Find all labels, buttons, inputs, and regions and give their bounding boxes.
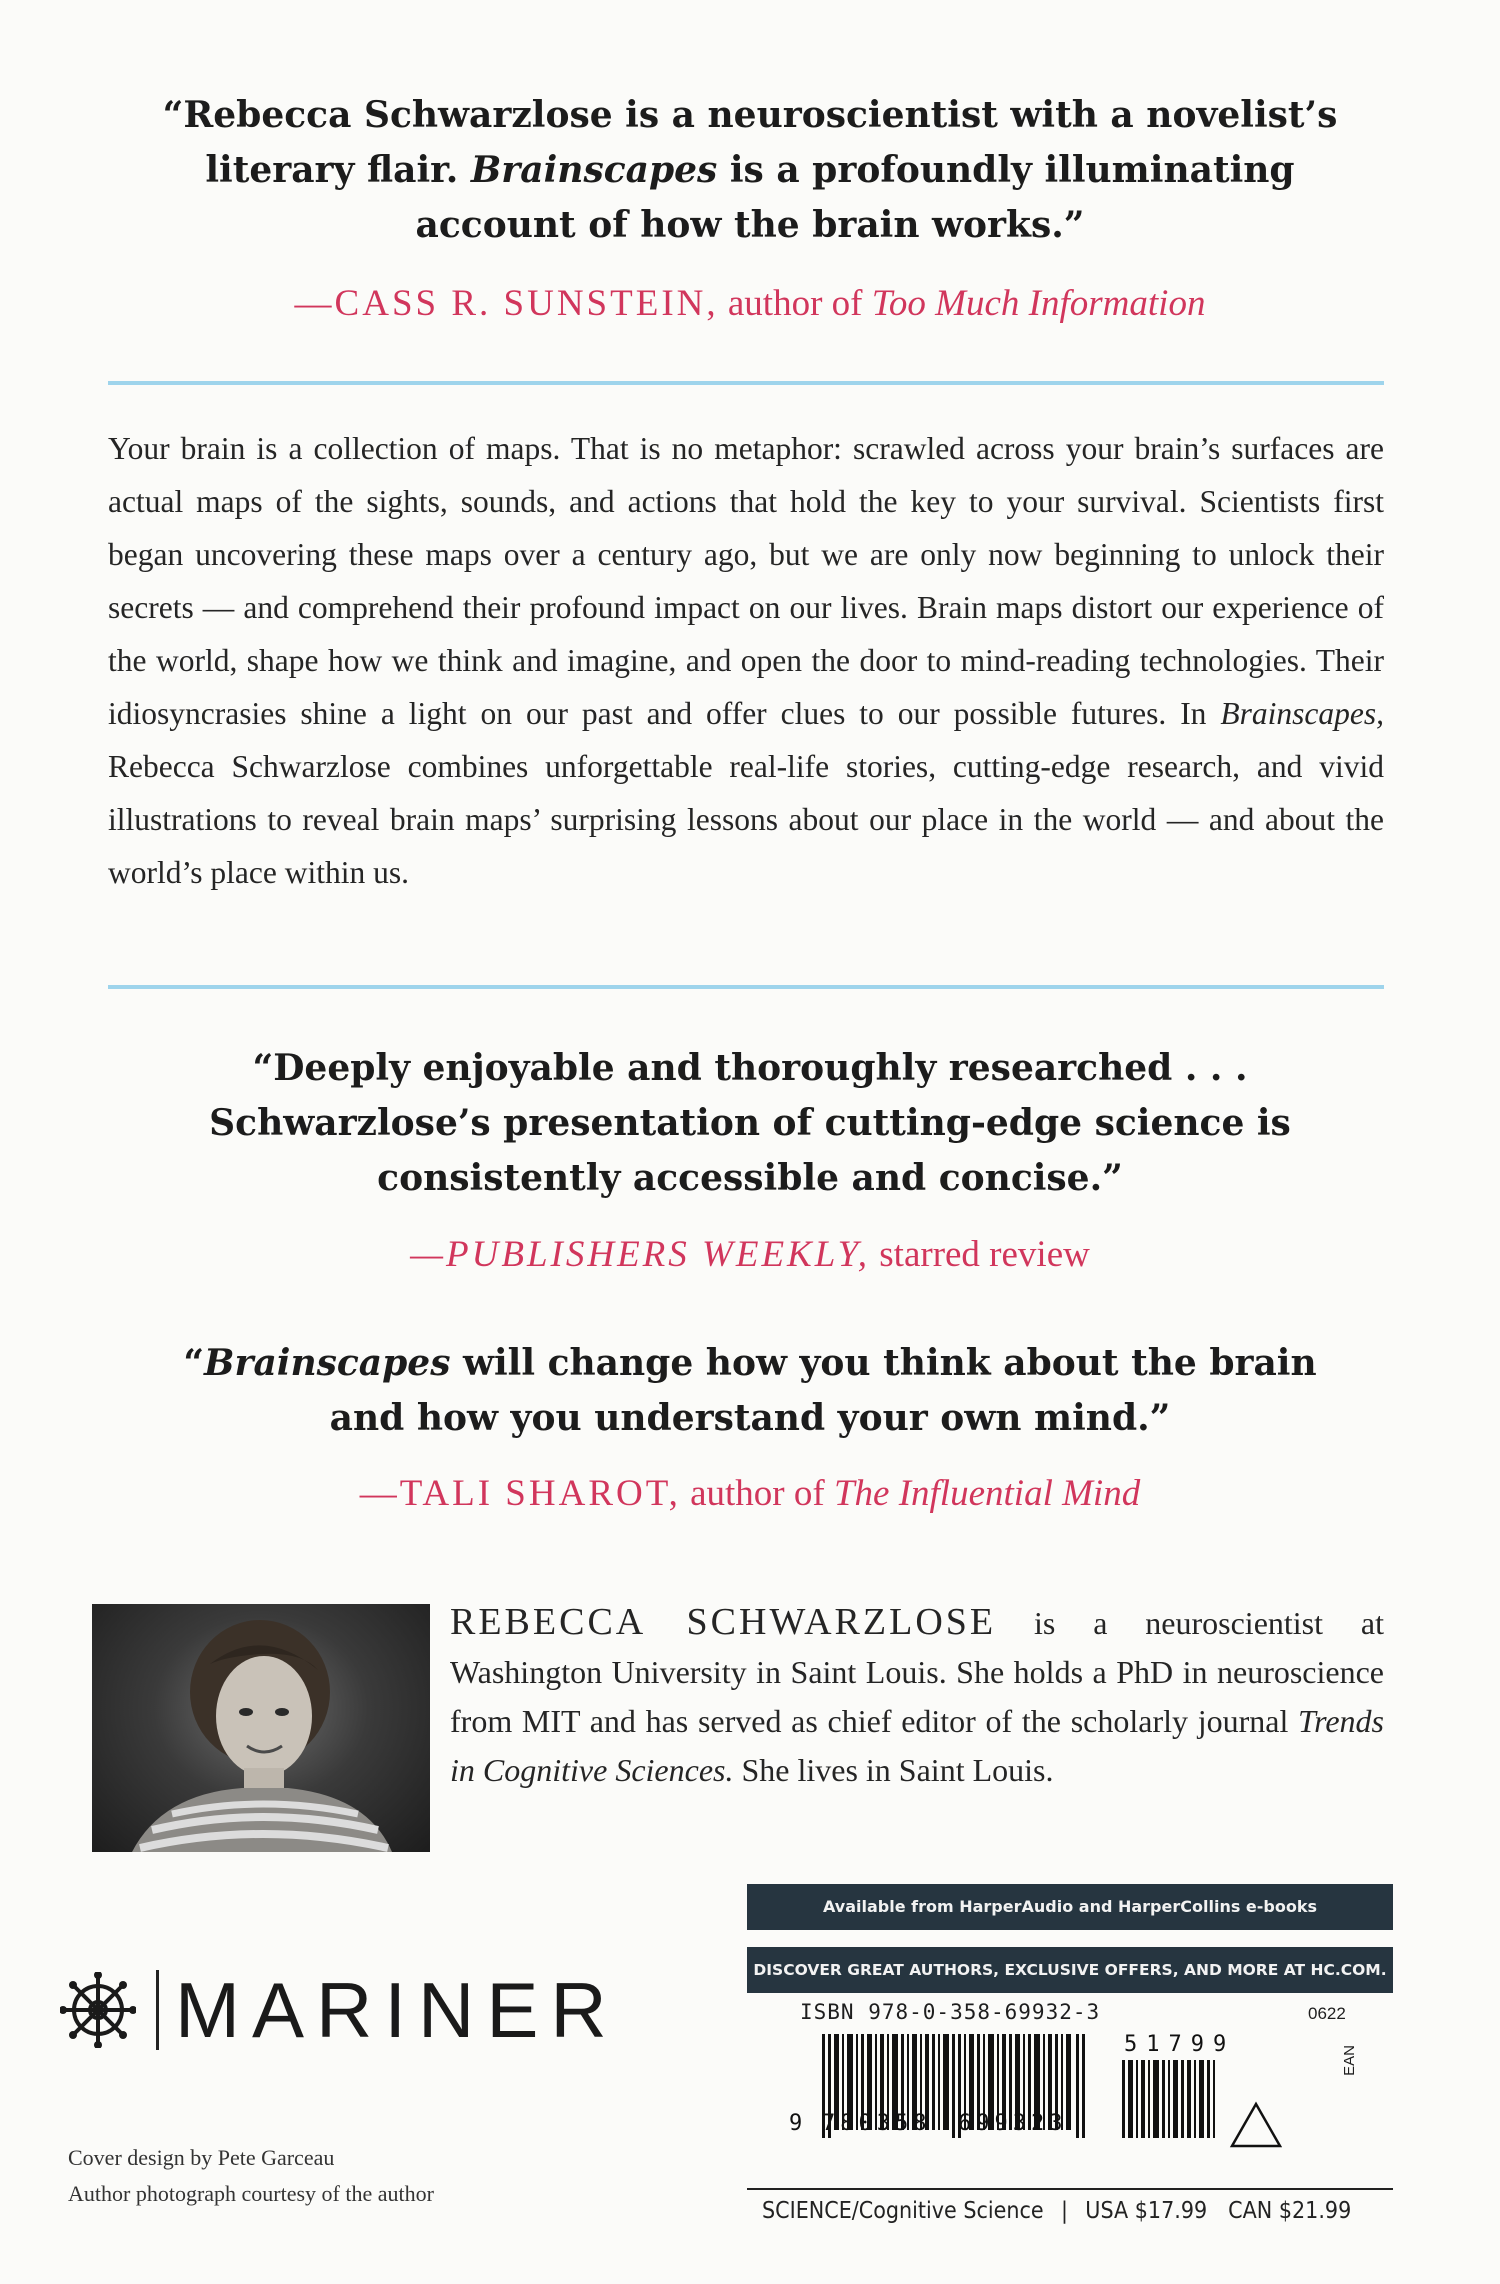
isbn-number: ISBN 978-0-358-69932-3: [800, 2000, 1101, 2024]
attribution-sunstein: [0, 282, 1500, 325]
description-text: Rebecca Schwarzlose combines unforgettable real-life stories, cutting-edge research, and vivid illustrations to reveal brain maps’ surprising lessons about our place in the world — and about the world’s place within us.: [108, 749, 1384, 890]
attribution-name: —PUBLISHERS WEEKLY,: [410, 1234, 871, 1275]
attribution-text: author of: [718, 283, 872, 324]
attribution-sharot: [0, 1472, 1500, 1515]
price-separator: |: [1060, 2198, 1068, 2224]
quote-line: “Deeply enjoyable and thoroughly researched . . .: [252, 1047, 1248, 1089]
can-price: CAN $21.99: [1228, 2198, 1352, 2224]
barcode-digits-left: 780358: [822, 2111, 932, 2136]
logo-divider: [156, 1970, 159, 2050]
publisher-logo: [60, 1965, 619, 2054]
promo-band: DISCOVER GREAT AUTHORS, EXCLUSIVE OFFERS, AND MORE AT HC.COM.: [747, 1947, 1393, 1993]
attribution-book-title: Too Much Information: [871, 283, 1206, 324]
bio-text: is a neuroscientist at Washington University in Saint Louis. She holds a PhD in neuroscience from MIT and has served as chief editor of the scholarly journal: [450, 1605, 1384, 1739]
ean-label: EAN: [1340, 2045, 1358, 2076]
book-description: [108, 422, 1384, 899]
divider-bottom: [108, 985, 1384, 989]
category: SCIENCE/Cognitive Science: [762, 2198, 1044, 2224]
quote-line: account of how the brain works.”: [415, 204, 1085, 246]
divider-top: [108, 381, 1384, 385]
quote-line: “Rebecca Schwarzlose is a neuroscientist with a novelist’s: [162, 94, 1338, 136]
attribution-text: starred review: [870, 1234, 1090, 1275]
barcode-digits-right: 699323: [958, 2111, 1068, 2136]
quote-text: will change how you think about the brain: [450, 1342, 1317, 1384]
quote-line: Schwarzlose’s presentation of cutting-edge science is: [209, 1102, 1291, 1144]
photo-credit: Author photograph courtesy of the author: [68, 2181, 434, 2206]
description-text: Your brain is a collection of maps. That is no metaphor: scrawled across your brain’s surfaces are actual maps of the sights, sounds, and actions that hold the key to your survival. Scientists first began uncovering these maps over a century ago, but we are only now beginning to unlock their secrets — and comprehend their profound impact on our lives. Brain maps distort our experience of the world, shape how we think and imagine, and open the door to mind-reading technologies. Their idiosyncrasies shine a light on our past and offer clues to our possible futures. In: [108, 431, 1384, 731]
bio-text: She lives in Saint Louis.: [733, 1752, 1054, 1788]
journal-title: Trends in Cognitive Sciences.: [450, 1703, 1384, 1788]
quote-line: [0, 143, 1500, 198]
ship-wheel-icon: [60, 1972, 136, 2048]
price-code: 0622: [1308, 2004, 1346, 2023]
book-title: Brainscapes,: [1220, 696, 1384, 731]
quote-text: literary flair.: [205, 149, 471, 191]
quote-line: [0, 1336, 1500, 1391]
publisher-name: MARINER: [175, 1965, 619, 2054]
author-portrait-image: [92, 1604, 430, 1852]
price-divider: [747, 2188, 1393, 2190]
author-photo: [92, 1604, 430, 1852]
attribution-publishers-weekly: [0, 1233, 1500, 1276]
quote-sunstein: [0, 88, 1500, 253]
credits: [68, 2140, 434, 2212]
availability-band: Available from HarperAudio and HarperCollins e-books: [747, 1884, 1393, 1930]
addon-barcode-bars: [1122, 2060, 1215, 2138]
attribution-name: —TALI SHAROT,: [359, 1473, 681, 1514]
author-name: REBECCA SCHWARZLOSE: [450, 1601, 997, 1643]
barcode-digit: 9: [789, 2111, 808, 2136]
addon-digits: 51799: [1124, 2032, 1236, 2057]
usa-price: USA $17.99: [1085, 2198, 1208, 2224]
quote-text: “: [183, 1342, 205, 1384]
price-line: [762, 2198, 1352, 2224]
quote-line: consistently accessible and concise.”: [377, 1157, 1123, 1199]
book-title: Brainscapes: [204, 1342, 451, 1384]
quote-text: is a profoundly illuminating: [717, 149, 1295, 191]
cover-credit: Cover design by Pete Garceau: [68, 2145, 335, 2170]
attribution-text: author of: [680, 1473, 834, 1514]
quote-sharot: [0, 1336, 1500, 1446]
attribution-name: —CASS R. SUNSTEIN,: [294, 283, 719, 324]
triangle-icon: [1232, 2104, 1280, 2146]
quote-line: and how you understand your own mind.”: [329, 1397, 1171, 1439]
quote-publishers-weekly: [0, 1041, 1500, 1206]
author-bio: [450, 1598, 1384, 1795]
book-title: Brainscapes: [470, 149, 718, 191]
attribution-book-title: The Influential Mind: [833, 1473, 1141, 1514]
